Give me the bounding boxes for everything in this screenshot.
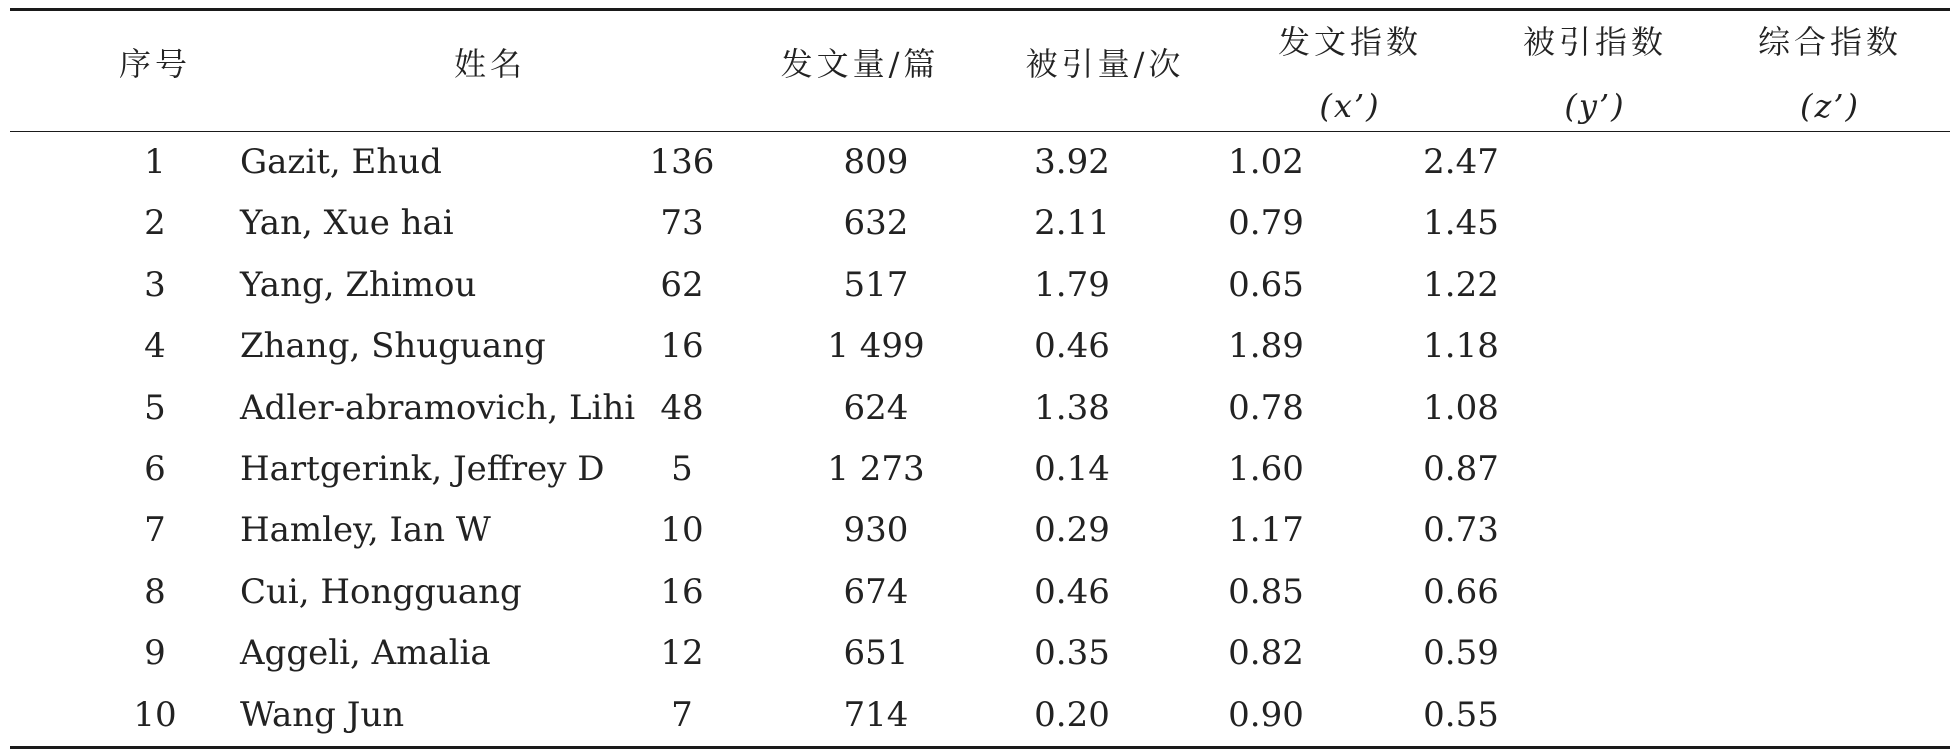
cell-citations: 517 bbox=[843, 264, 909, 305]
cell-papers: 48 bbox=[660, 387, 704, 428]
header-name-label: 姓名 bbox=[453, 45, 526, 83]
table-body bbox=[10, 132, 1950, 746]
cell-z-index: 0.59 bbox=[1423, 633, 1499, 674]
table-row bbox=[10, 316, 1950, 377]
table-row bbox=[10, 439, 1950, 500]
cell-papers: 7 bbox=[671, 694, 693, 735]
cell-x-index: 0.46 bbox=[1034, 326, 1110, 367]
header-x-index-label: 发文指数 bbox=[1277, 23, 1422, 61]
cell-citations: 930 bbox=[843, 510, 909, 551]
cell-no: 8 bbox=[144, 571, 166, 612]
cell-z-index: 0.87 bbox=[1423, 448, 1499, 489]
cell-z-index: 1.45 bbox=[1423, 203, 1499, 244]
cell-name: Wang Jun bbox=[240, 694, 405, 735]
cell-x-index: 3.92 bbox=[1034, 142, 1110, 182]
table-row bbox=[10, 193, 1950, 254]
cell-x-index: 0.29 bbox=[1034, 510, 1110, 551]
cell-name: Hartgerink, Jeffrey D bbox=[240, 448, 605, 489]
header-y-index-label: 被引指数 bbox=[1522, 23, 1667, 61]
bottom-rule bbox=[10, 746, 1950, 749]
cell-z-index: 1.22 bbox=[1423, 264, 1499, 305]
cell-name: Yan, Xue hai bbox=[240, 203, 454, 244]
header-no-label: 序号 bbox=[118, 45, 191, 83]
cell-name: Zhang, Shuguang bbox=[240, 326, 546, 367]
header-z-index bbox=[1710, 17, 1950, 125]
cell-x-index: 1.38 bbox=[1034, 387, 1110, 428]
cell-no: 2 bbox=[144, 203, 166, 244]
cell-y-index: 1.89 bbox=[1228, 326, 1304, 367]
cell-y-index: 0.65 bbox=[1228, 264, 1304, 305]
cell-y-index: 1.17 bbox=[1228, 510, 1304, 551]
cell-citations: 674 bbox=[843, 571, 909, 612]
cell-z-index: 0.66 bbox=[1423, 571, 1499, 612]
table-row bbox=[10, 255, 1950, 316]
cell-x-index: 0.46 bbox=[1034, 571, 1110, 612]
header-no bbox=[70, 39, 240, 85]
cell-citations: 632 bbox=[843, 203, 909, 244]
cell-papers: 73 bbox=[660, 203, 704, 244]
header-citations-label: 被引量/次 bbox=[1025, 45, 1185, 83]
table-row bbox=[10, 623, 1950, 684]
cell-z-index: 1.08 bbox=[1423, 387, 1499, 428]
cell-y-index: 0.79 bbox=[1228, 203, 1304, 244]
cell-x-index: 0.35 bbox=[1034, 633, 1110, 674]
cell-name: Cui, Hongguang bbox=[240, 571, 522, 612]
cell-z-index: 0.73 bbox=[1423, 510, 1499, 551]
header-y-index bbox=[1475, 17, 1715, 125]
table-row bbox=[10, 132, 1950, 193]
header-x-index bbox=[1230, 17, 1470, 125]
cell-name: Gazit, Ehud bbox=[240, 142, 442, 182]
table-row bbox=[10, 378, 1950, 439]
cell-papers: 62 bbox=[660, 264, 704, 305]
cell-name: Aggeli, Amalia bbox=[240, 633, 491, 674]
table-header bbox=[10, 11, 1950, 131]
table-row bbox=[10, 562, 1950, 623]
header-papers bbox=[740, 39, 980, 85]
cell-name: Hamley, Ian W bbox=[240, 510, 491, 551]
header-name bbox=[340, 39, 640, 85]
cell-x-index: 1.79 bbox=[1034, 264, 1110, 305]
cell-y-index: 1.02 bbox=[1228, 142, 1304, 182]
header-citations bbox=[985, 39, 1225, 85]
cell-citations: 714 bbox=[843, 694, 909, 735]
cell-x-index: 2.11 bbox=[1034, 203, 1110, 244]
cell-y-index: 0.90 bbox=[1228, 694, 1304, 735]
cell-no: 10 bbox=[133, 694, 177, 735]
cell-no: 1 bbox=[144, 142, 166, 182]
cell-citations: 809 bbox=[843, 142, 909, 182]
cell-name: Adler-abramovich, Lihi bbox=[240, 387, 636, 428]
cell-y-index: 0.82 bbox=[1228, 633, 1304, 674]
table-row bbox=[10, 500, 1950, 561]
cell-papers: 16 bbox=[660, 326, 704, 367]
header-x-index-symbol: (x’) bbox=[1319, 87, 1381, 125]
cell-no: 7 bbox=[144, 510, 166, 551]
author-index-table bbox=[10, 8, 1950, 749]
cell-citations: 624 bbox=[843, 387, 909, 428]
header-papers-label: 发文量/篇 bbox=[780, 45, 940, 83]
header-y-index-symbol: (y’) bbox=[1564, 87, 1626, 125]
cell-no: 3 bbox=[144, 264, 166, 305]
cell-name: Yang, Zhimou bbox=[240, 264, 477, 305]
table-row bbox=[10, 685, 1950, 746]
cell-z-index: 1.18 bbox=[1423, 326, 1499, 367]
cell-z-index: 0.55 bbox=[1423, 694, 1499, 735]
cell-papers: 5 bbox=[671, 448, 693, 489]
cell-citations: 651 bbox=[843, 633, 909, 674]
cell-citations: 1 499 bbox=[827, 326, 925, 367]
cell-papers: 12 bbox=[660, 633, 704, 674]
cell-citations: 1 273 bbox=[827, 448, 925, 489]
cell-y-index: 1.60 bbox=[1228, 448, 1304, 489]
cell-y-index: 0.78 bbox=[1228, 387, 1304, 428]
cell-papers: 16 bbox=[660, 571, 704, 612]
cell-z-index: 2.47 bbox=[1423, 142, 1499, 182]
cell-no: 5 bbox=[144, 387, 166, 428]
cell-y-index: 0.85 bbox=[1228, 571, 1304, 612]
cell-no: 6 bbox=[144, 448, 166, 489]
cell-x-index: 0.20 bbox=[1034, 694, 1110, 735]
header-z-index-label: 综合指数 bbox=[1757, 23, 1902, 61]
cell-x-index: 0.14 bbox=[1034, 448, 1110, 489]
cell-no: 9 bbox=[144, 633, 166, 674]
cell-papers: 136 bbox=[649, 142, 715, 182]
cell-papers: 10 bbox=[660, 510, 704, 551]
cell-no: 4 bbox=[144, 326, 166, 367]
header-z-index-symbol: (z’) bbox=[1800, 87, 1860, 125]
